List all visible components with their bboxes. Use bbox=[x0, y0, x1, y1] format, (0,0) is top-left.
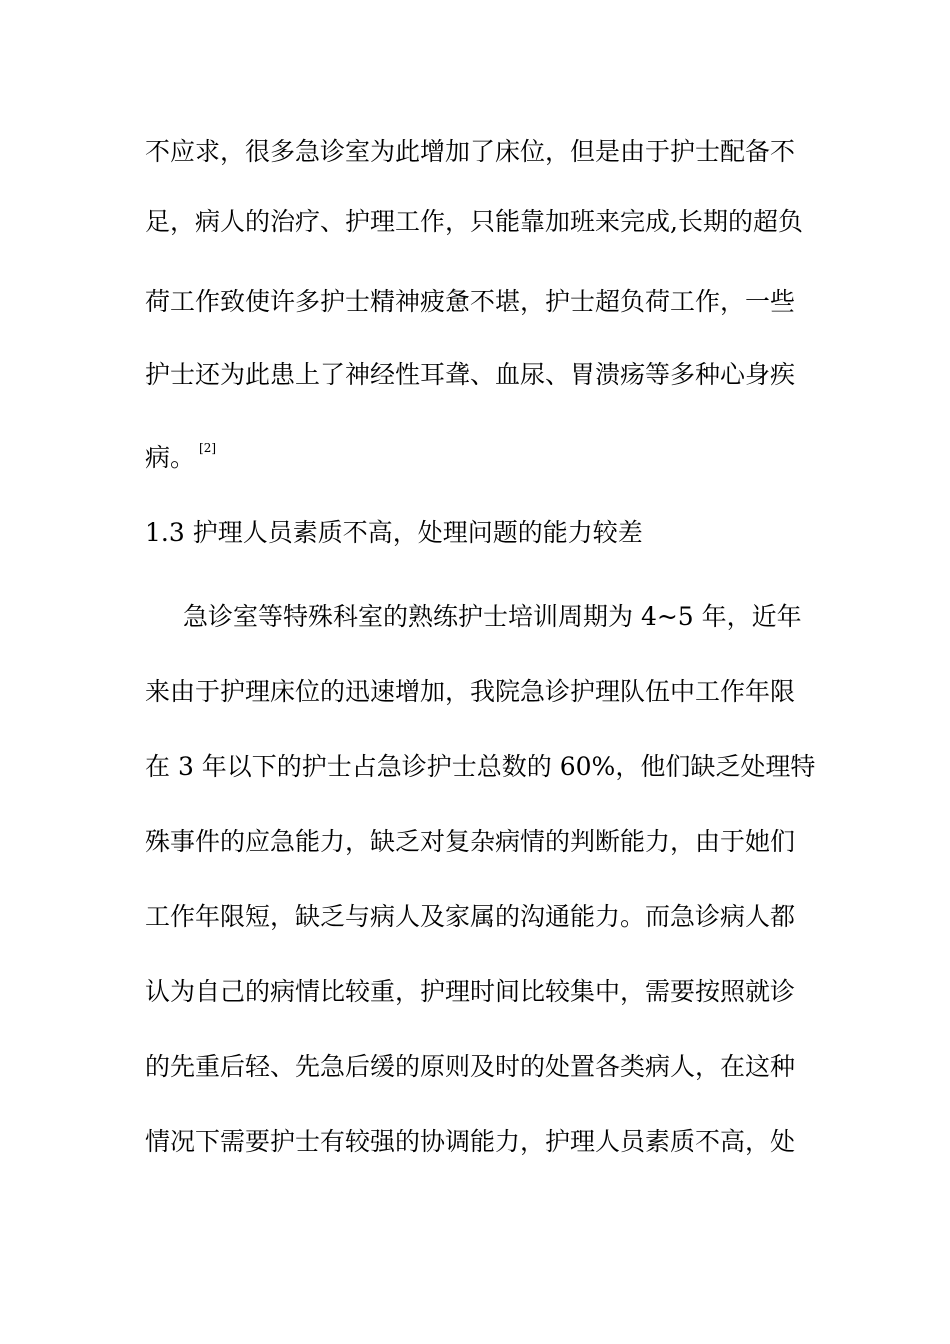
text-line: 足，病人的治疗、护理工作，只能靠加班来完成,长期的超负 bbox=[145, 207, 803, 236]
text-line-with-citation bbox=[145, 431, 815, 475]
paragraph-line: 工作年限短，缺乏与病人及家属的沟通能力。而急诊病人都 bbox=[145, 902, 796, 931]
paragraph-line: 殊事件的应急能力，缺乏对复杂病情的判断能力，由于她们 bbox=[145, 827, 796, 856]
text-line: 荷工作致使许多护士精神疲惫不堪，护士超负荷工作，一些 bbox=[145, 287, 796, 316]
paragraph-line: 的先重后轻、先急后缓的原则及时的处置各类病人，在这种 bbox=[145, 1052, 796, 1081]
text-line: 不应求，很多急诊室为此增加了床位，但是由于护士配备不 bbox=[145, 137, 796, 166]
paragraph-line: 情况下需要护士有较强的协调能力，护理人员素质不高，处 bbox=[145, 1127, 796, 1156]
paragraph-line: 在 3 年以下的护士占急诊护士总数的 60%，他们缺乏处理特 bbox=[145, 752, 815, 781]
paragraph-line: 来由于护理床位的迅速增加，我院急诊护理队伍中工作年限 bbox=[145, 677, 796, 706]
text-line: 护士还为此患上了神经性耳聋、血尿、胃溃疡等多种心身疾 bbox=[145, 360, 796, 389]
citation-marker: [2] bbox=[199, 441, 217, 455]
paragraph-line: 急诊室等特殊科室的熟练护士培训周期为 4~5 年，近年 bbox=[183, 602, 802, 631]
paragraph-line: 认为自己的病情比较重，护理时间比较集中，需要按照就诊 bbox=[145, 977, 796, 1006]
text-line: 病。 bbox=[145, 443, 196, 472]
section-heading: 1.3 护理人员素质不高，处理问题的能力较差 bbox=[145, 518, 643, 547]
